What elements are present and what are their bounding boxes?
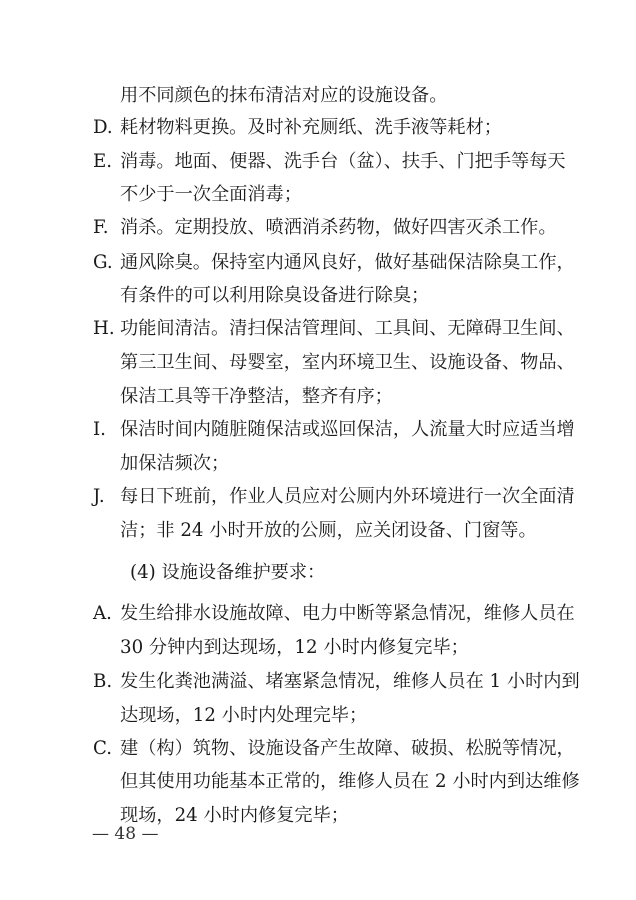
item-marker: D. [93,117,113,138]
item-marker: F. [93,217,109,238]
item-line: 洁；非 24 小时开放的公厕，应关闭设备、门窗等。 [120,520,537,541]
item-line: 每日下班前，作业人员应对公厕内外环境进行一次全面清 [120,486,575,507]
item-line: 通风除臭。保持室内通风良好，做好基础保洁除臭工作， [120,252,575,273]
item-line: 建（构）筑物、设施设备产生故障、破损、松脱等情况， [120,738,575,759]
item-line: 有条件的可以利用除臭设备进行除臭； [120,285,430,306]
item-line: 用不同颜色的抹布清洁对应的设施设备。 [120,85,448,106]
item-marker: E. [93,151,113,172]
page-number: — 48 — [92,824,159,844]
item-marker: J. [93,486,105,507]
item-marker: H. [93,318,115,339]
item-line: 30 分钟内到达现场，12 小时内修复完毕； [120,637,469,658]
item-line: 不少于一次全面消毒； [120,184,302,205]
item-line: 但其使用功能基本正常的，维修人员在 2 小时内到达维修 [120,771,580,792]
section-heading: (4) 设施设备维护要求： [130,562,326,583]
item-line: 发生给排水设施故障、电力中断等紧急情况，维修人员在 [120,603,575,624]
item-line: 加保洁频次； [120,453,230,474]
item-line: 保洁时间内随脏随保洁或巡回保洁，人流量大时应适当增 [120,419,575,440]
item-line: 第三卫生间、母婴室，室内环境卫生、设施设备、物品、 [120,352,575,373]
item-line: 现场，24 小时内修复完毕； [120,805,349,826]
item-marker: B. [93,671,113,692]
item-line: 消杀。定期投放、喷洒消杀药物，做好四害灭杀工作。 [120,217,557,238]
item-marker: I. [93,419,106,440]
item-line: 达现场，12 小时内处理完毕； [120,705,368,726]
item-marker: C. [93,738,113,759]
item-line: 发生化粪池满溢、堵塞紧急情况，维修人员在 1 小时内到 [120,671,580,692]
item-line: 功能间清洁。清扫保洁管理间、工具间、无障碍卫生间、 [120,318,575,339]
item-marker: A. [93,603,112,624]
item-line: 耗材物料更换。及时补充厕纸、洗手液等耗材； [120,117,502,138]
item-line: 保洁工具等干净整洁，整齐有序； [120,386,393,407]
item-line: 消毒。地面、便器、洗手台（盆）、扶手、门把手等每天 [120,151,566,172]
item-marker: G. [93,252,113,273]
